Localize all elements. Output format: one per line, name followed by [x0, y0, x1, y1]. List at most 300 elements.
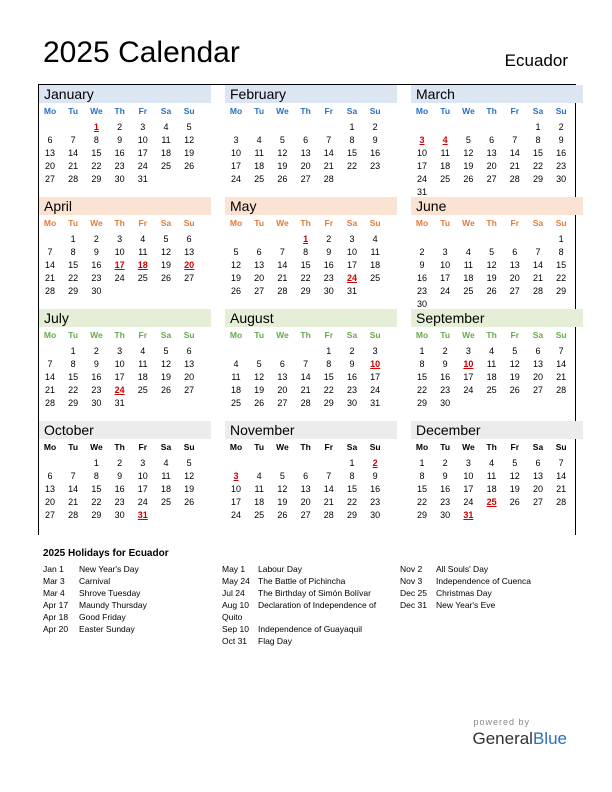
- day-cell: 21: [300, 385, 311, 395]
- day-cell: 7: [558, 458, 564, 468]
- holiday-name: Christmas Day: [436, 588, 492, 598]
- day-cell: 15: [323, 372, 334, 382]
- weekday-header: Sa: [346, 330, 358, 340]
- holiday-day: 3: [233, 471, 239, 481]
- weekday-header: Mo: [43, 218, 57, 228]
- day-cell: 26: [277, 174, 288, 184]
- day-cell: 30: [91, 286, 102, 296]
- day-cell: 14: [277, 260, 288, 270]
- day-cell: 25: [463, 286, 474, 296]
- day-cell: 18: [230, 385, 241, 395]
- weekday-header: We: [462, 330, 475, 340]
- day-cell: 10: [114, 359, 125, 369]
- day-cell: 16: [556, 148, 567, 158]
- day-cell: 20: [254, 273, 265, 283]
- day-cell: 17: [137, 484, 148, 494]
- month-january: [39, 85, 211, 197]
- day-cell: 27: [44, 510, 55, 520]
- weekday-header: Th: [300, 106, 311, 116]
- day-cell: 24: [416, 174, 427, 184]
- day-cell: 8: [349, 471, 355, 481]
- month-december: [411, 421, 583, 533]
- day-cell: 21: [556, 484, 567, 494]
- day-cell: 6: [535, 458, 541, 468]
- day-cell: 12: [254, 372, 265, 382]
- day-cell: 22: [556, 273, 567, 283]
- weekday-header: Fr: [510, 442, 520, 452]
- weekday-header: Su: [183, 442, 195, 452]
- weekday-header: Sa: [346, 218, 358, 228]
- month-header-band: [411, 197, 583, 215]
- day-cell: 18: [137, 372, 148, 382]
- day-cell: 16: [440, 372, 451, 382]
- day-cell: 14: [44, 372, 55, 382]
- day-cell: 24: [463, 497, 474, 507]
- day-cell: 30: [556, 174, 567, 184]
- day-cell: 5: [489, 247, 495, 257]
- day-cell: 15: [68, 260, 79, 270]
- weekday-header: Su: [183, 106, 195, 116]
- month-march: [411, 85, 583, 197]
- day-cell: 21: [556, 372, 567, 382]
- month-header-band: [225, 85, 397, 103]
- holiday-date: Dec 25: [400, 588, 427, 598]
- day-cell: 1: [349, 122, 355, 132]
- day-cell: 3: [465, 346, 471, 356]
- holiday-date: Sep 10: [222, 624, 249, 634]
- weekday-header: Mo: [43, 442, 57, 452]
- day-cell: 16: [346, 372, 357, 382]
- weekday-header: Su: [555, 106, 567, 116]
- holiday-day: 31: [137, 510, 148, 520]
- day-cell: 21: [323, 161, 334, 171]
- day-cell: 10: [230, 148, 241, 158]
- day-cell: 3: [140, 458, 146, 468]
- day-cell: 30: [416, 299, 427, 309]
- day-cell: 10: [114, 247, 125, 257]
- holiday-day: 3: [419, 135, 425, 145]
- day-cell: 26: [277, 510, 288, 520]
- day-cell: 15: [300, 260, 311, 270]
- day-cell: 14: [68, 484, 79, 494]
- day-cell: 25: [486, 385, 497, 395]
- holiday-day: 18: [137, 260, 148, 270]
- day-cell: 11: [254, 148, 264, 158]
- day-cell: 6: [47, 471, 53, 481]
- day-cell: 1: [70, 346, 76, 356]
- day-cell: 12: [160, 359, 171, 369]
- month-name: March: [416, 86, 455, 102]
- day-cell: 24: [440, 286, 451, 296]
- day-cell: 29: [556, 286, 567, 296]
- day-cell: 13: [184, 359, 195, 369]
- day-cell: 11: [231, 372, 241, 382]
- weekday-header: Sa: [160, 330, 172, 340]
- day-cell: 9: [117, 135, 123, 145]
- day-cell: 11: [440, 148, 450, 158]
- day-cell: 16: [91, 260, 102, 270]
- day-cell: 29: [68, 286, 79, 296]
- holiday-date: Dec 31: [400, 600, 427, 610]
- day-cell: 30: [346, 398, 357, 408]
- day-cell: 20: [277, 385, 288, 395]
- day-cell: 12: [509, 359, 520, 369]
- month-name: February: [230, 86, 287, 102]
- weekday-header: Mo: [415, 442, 429, 452]
- holiday-name: New Year's Eve: [436, 600, 496, 610]
- day-cell: 27: [184, 385, 195, 395]
- day-cell: 24: [230, 510, 241, 520]
- weekday-header: Mo: [229, 106, 243, 116]
- day-cell: 25: [160, 497, 171, 507]
- holiday-name: All Souls' Day: [436, 564, 489, 574]
- day-cell: 25: [137, 385, 148, 395]
- day-cell: 26: [160, 385, 171, 395]
- month-june: [411, 197, 583, 309]
- day-cell: 11: [161, 471, 171, 481]
- month-name: January: [44, 86, 94, 102]
- month-header-band: [39, 85, 211, 103]
- day-cell: 16: [416, 273, 427, 283]
- weekday-header: We: [90, 106, 103, 116]
- day-cell: 19: [277, 161, 288, 171]
- holiday-day: 31: [463, 510, 474, 520]
- day-cell: 30: [114, 510, 125, 520]
- day-cell: 9: [419, 260, 425, 270]
- weekday-header: Fr: [138, 218, 148, 228]
- day-cell: 20: [532, 372, 543, 382]
- day-cell: 12: [463, 148, 474, 158]
- day-cell: 19: [230, 273, 241, 283]
- day-cell: 10: [440, 260, 451, 270]
- weekday-header: Sa: [346, 442, 358, 452]
- day-cell: 7: [70, 135, 76, 145]
- day-cell: 9: [372, 471, 378, 481]
- day-cell: 28: [509, 174, 520, 184]
- day-cell: 16: [91, 372, 102, 382]
- day-cell: 18: [254, 161, 265, 171]
- day-cell: 5: [279, 471, 285, 481]
- weekday-header: Th: [486, 218, 497, 228]
- holiday-date: Apr 20: [43, 624, 69, 634]
- weekday-header: Th: [486, 106, 497, 116]
- day-cell: 22: [416, 385, 427, 395]
- holiday-entry: [222, 575, 346, 587]
- day-cell: 25: [160, 161, 171, 171]
- weekday-header: We: [276, 106, 289, 116]
- month-header-band: [39, 421, 211, 439]
- day-cell: 15: [556, 260, 567, 270]
- day-cell: 11: [370, 247, 380, 257]
- day-cell: 31: [346, 286, 357, 296]
- day-cell: 18: [160, 148, 171, 158]
- page-title: 2025 Calendar: [43, 36, 240, 69]
- day-cell: 26: [254, 398, 265, 408]
- day-cell: 16: [114, 148, 125, 158]
- day-cell: 21: [44, 273, 55, 283]
- holiday-date: Jan 1: [43, 564, 64, 574]
- day-cell: 9: [93, 247, 99, 257]
- weekday-header: Sa: [160, 218, 172, 228]
- holiday-day: 4: [442, 135, 448, 145]
- month-header-band: [225, 197, 397, 215]
- day-cell: 20: [532, 484, 543, 494]
- month-header-band: [225, 421, 397, 439]
- weekday-header: Fr: [138, 442, 148, 452]
- holiday-name: Labour Day: [258, 564, 302, 574]
- day-cell: 18: [486, 372, 497, 382]
- day-cell: 19: [184, 484, 195, 494]
- holiday-date: Apr 17: [43, 600, 69, 610]
- day-cell: 3: [233, 135, 239, 145]
- holiday-date: Apr 18: [43, 612, 69, 622]
- day-cell: 16: [370, 148, 381, 158]
- day-cell: 9: [326, 247, 332, 257]
- holiday-date: Aug 10: [222, 600, 249, 610]
- weekday-header: We: [462, 106, 475, 116]
- day-cell: 28: [68, 510, 79, 520]
- day-cell: 6: [489, 135, 495, 145]
- day-cell: 26: [463, 174, 474, 184]
- day-cell: 29: [300, 286, 311, 296]
- day-cell: 13: [532, 359, 543, 369]
- day-cell: 13: [44, 148, 55, 158]
- day-cell: 2: [93, 346, 99, 356]
- day-cell: 21: [323, 497, 334, 507]
- day-cell: 6: [279, 359, 285, 369]
- day-cell: 6: [303, 135, 309, 145]
- day-cell: 6: [535, 346, 541, 356]
- day-cell: 25: [254, 174, 265, 184]
- day-cell: 15: [91, 484, 102, 494]
- day-cell: 5: [256, 359, 262, 369]
- day-cell: 28: [44, 398, 55, 408]
- day-cell: 17: [137, 148, 148, 158]
- brand-blue: Blue: [532, 729, 567, 748]
- day-cell: 4: [372, 234, 378, 244]
- holiday-day: 1: [303, 234, 309, 244]
- day-cell: 2: [326, 234, 332, 244]
- day-cell: 28: [300, 398, 311, 408]
- month-header-band: [411, 421, 583, 439]
- day-cell: 31: [114, 398, 125, 408]
- weekday-header: Su: [369, 442, 381, 452]
- month-august: [225, 309, 397, 421]
- holiday-day: 1: [93, 122, 99, 132]
- day-cell: 18: [486, 484, 497, 494]
- holiday-name: Maundy Thursday: [79, 600, 147, 610]
- month-name: December: [416, 422, 481, 438]
- day-cell: 2: [349, 346, 355, 356]
- weekday-header: Fr: [510, 330, 520, 340]
- holiday-name: The Birthday of Simón Bolívar: [258, 588, 371, 598]
- day-cell: 14: [556, 359, 567, 369]
- weekday-header: We: [276, 330, 289, 340]
- month-october: [39, 421, 211, 533]
- day-cell: 12: [184, 135, 195, 145]
- day-cell: 24: [114, 273, 125, 283]
- day-cell: 25: [440, 174, 451, 184]
- month-header-band: [411, 309, 583, 327]
- day-cell: 27: [509, 286, 520, 296]
- day-cell: 17: [114, 372, 125, 382]
- day-cell: 5: [512, 346, 518, 356]
- day-cell: 23: [91, 273, 102, 283]
- day-cell: 9: [372, 135, 378, 145]
- day-cell: 29: [346, 510, 357, 520]
- holiday-entry: [222, 599, 377, 611]
- day-cell: 14: [323, 484, 334, 494]
- day-cell: 24: [137, 161, 148, 171]
- day-cell: 19: [160, 260, 171, 270]
- day-cell: 30: [91, 398, 102, 408]
- day-cell: 24: [230, 174, 241, 184]
- day-cell: 12: [277, 148, 288, 158]
- day-cell: 28: [323, 174, 334, 184]
- weekday-header: Sa: [160, 106, 172, 116]
- day-cell: 3: [140, 122, 146, 132]
- day-cell: 5: [512, 458, 518, 468]
- day-cell: 7: [535, 247, 541, 257]
- day-cell: 26: [509, 385, 520, 395]
- day-cell: 6: [512, 247, 518, 257]
- weekday-header: Th: [300, 442, 311, 452]
- day-cell: 6: [303, 471, 309, 481]
- day-cell: 23: [323, 273, 334, 283]
- day-cell: 17: [370, 372, 381, 382]
- day-cell: 29: [91, 174, 102, 184]
- day-cell: 7: [279, 247, 285, 257]
- weekday-header: Su: [555, 442, 567, 452]
- weekday-header: We: [90, 330, 103, 340]
- day-cell: 19: [160, 372, 171, 382]
- day-cell: 7: [303, 359, 309, 369]
- day-cell: 4: [140, 346, 146, 356]
- day-cell: 14: [300, 372, 311, 382]
- day-cell: 29: [91, 510, 102, 520]
- month-header-band: [225, 309, 397, 327]
- day-cell: 18: [463, 273, 474, 283]
- weekday-header: Th: [114, 218, 125, 228]
- month-february: [225, 85, 397, 197]
- day-cell: 6: [186, 234, 192, 244]
- day-cell: 5: [163, 234, 169, 244]
- day-cell: 24: [370, 385, 381, 395]
- day-cell: 28: [556, 497, 567, 507]
- day-cell: 18: [440, 161, 451, 171]
- weekday-header: Su: [369, 106, 381, 116]
- day-cell: 4: [256, 471, 262, 481]
- brand-logo[interactable]: [472, 729, 567, 749]
- day-cell: 11: [486, 359, 497, 369]
- month-may: [225, 197, 397, 309]
- day-cell: 15: [68, 372, 79, 382]
- month-header-band: [411, 85, 583, 103]
- month-name: May: [230, 198, 257, 214]
- holiday-day: 20: [184, 260, 195, 270]
- day-cell: 8: [70, 247, 76, 257]
- country-name: Ecuador: [504, 51, 568, 70]
- day-cell: 12: [184, 471, 195, 481]
- day-cell: 7: [326, 471, 332, 481]
- day-cell: 1: [535, 122, 541, 132]
- day-cell: 4: [489, 346, 495, 356]
- holiday-day: 17: [114, 260, 125, 270]
- weekday-header: Fr: [138, 330, 148, 340]
- day-cell: 27: [184, 273, 195, 283]
- day-cell: 27: [486, 174, 497, 184]
- day-cell: 3: [442, 247, 448, 257]
- day-cell: 29: [323, 398, 334, 408]
- day-cell: 7: [47, 359, 53, 369]
- weekday-header: Tu: [68, 218, 79, 228]
- day-cell: 17: [463, 484, 474, 494]
- day-cell: 21: [44, 385, 55, 395]
- day-cell: 12: [509, 471, 520, 481]
- day-cell: 27: [532, 497, 543, 507]
- day-cell: 12: [486, 260, 497, 270]
- weekday-header: Su: [369, 218, 381, 228]
- weekday-header: We: [276, 442, 289, 452]
- day-cell: 26: [160, 273, 171, 283]
- holiday-name: Declaration of Independence of: [258, 600, 377, 610]
- weekday-header: Sa: [160, 442, 172, 452]
- day-cell: 28: [532, 286, 543, 296]
- day-cell: 20: [300, 497, 311, 507]
- day-cell: 10: [463, 471, 474, 481]
- month-name: August: [230, 310, 274, 326]
- day-cell: 5: [465, 135, 471, 145]
- day-cell: 13: [254, 260, 265, 270]
- day-cell: 19: [254, 385, 265, 395]
- day-cell: 23: [91, 385, 102, 395]
- day-cell: 7: [70, 471, 76, 481]
- day-cell: 14: [68, 148, 79, 158]
- day-cell: 5: [279, 135, 285, 145]
- holiday-entry: [222, 635, 293, 647]
- day-cell: 7: [512, 135, 518, 145]
- weekday-header: Th: [486, 330, 497, 340]
- weekday-header: Tu: [254, 106, 265, 116]
- day-cell: 10: [137, 135, 148, 145]
- weekday-header: Su: [183, 218, 195, 228]
- holiday-entry: [222, 623, 362, 635]
- day-cell: 31: [370, 398, 381, 408]
- holiday-day: 10: [463, 359, 474, 369]
- day-cell: 13: [532, 471, 543, 481]
- weekday-header: Mo: [415, 218, 429, 228]
- day-cell: 4: [489, 458, 495, 468]
- weekday-header: Tu: [440, 106, 451, 116]
- day-cell: 8: [535, 135, 541, 145]
- day-cell: 29: [416, 398, 427, 408]
- month-september: [411, 309, 583, 421]
- powered-by-text: powered by: [473, 717, 530, 727]
- day-cell: 11: [161, 135, 171, 145]
- holiday-day: 25: [486, 497, 497, 507]
- month-november: [225, 421, 397, 533]
- day-cell: 2: [419, 247, 425, 257]
- holiday-name: Easter Sunday: [79, 624, 135, 634]
- day-cell: 28: [323, 510, 334, 520]
- weekday-header: Fr: [138, 106, 148, 116]
- day-cell: 22: [68, 273, 79, 283]
- weekday-header: We: [90, 442, 103, 452]
- day-cell: 22: [346, 497, 357, 507]
- weekday-header: Sa: [532, 106, 544, 116]
- day-cell: 5: [163, 346, 169, 356]
- day-cell: 12: [160, 247, 171, 257]
